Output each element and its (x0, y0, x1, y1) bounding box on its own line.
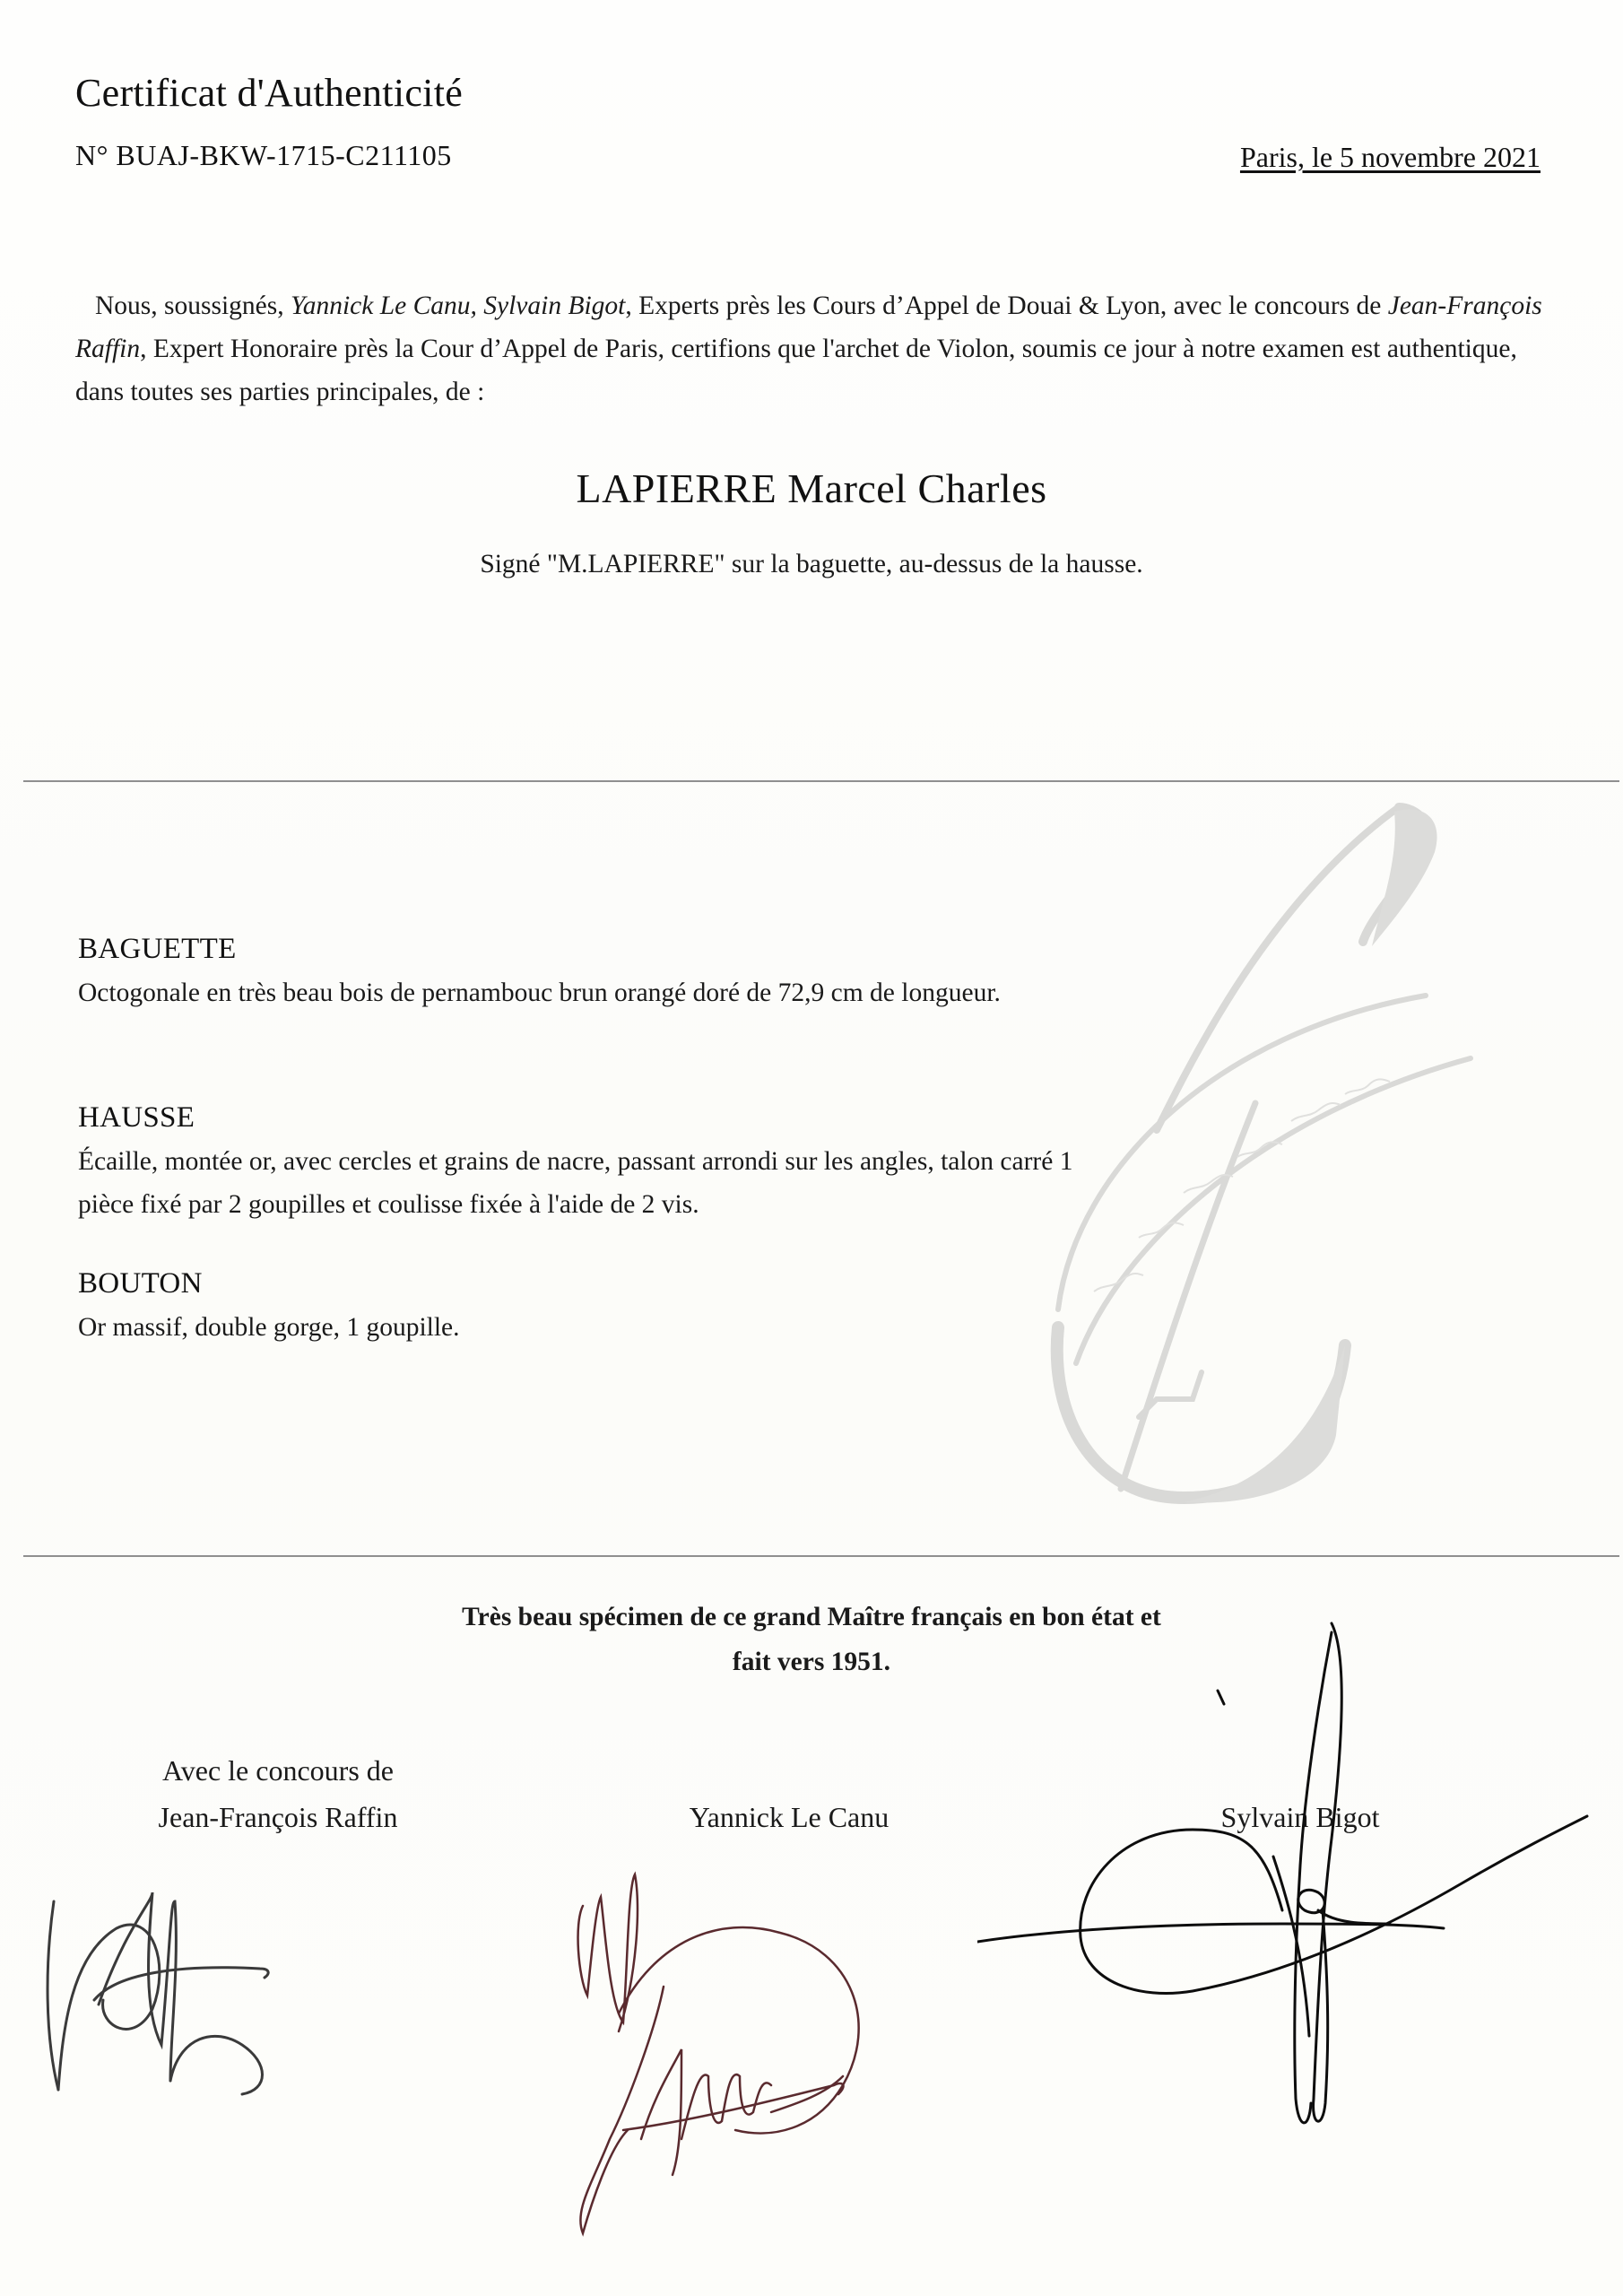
quill-scroll-watermark-icon (1040, 789, 1578, 1534)
intro-text-part2: , Experts près les Cours d’Appel de Douai & Lyon, avec le concours de (625, 291, 1388, 320)
signature-raffin (36, 1892, 448, 2099)
signatory-raffin-name: Jean-François Raffin (158, 1801, 398, 1833)
signature-lecanu (556, 1870, 1058, 2247)
section-heading: HAUSSE (78, 1101, 195, 1134)
intro-paragraph (75, 284, 1555, 413)
place-and-date: Paris, le 5 novembre 2021 (1239, 141, 1541, 173)
section-bouton (78, 1267, 1091, 1349)
section-divider-bottom (23, 1555, 1619, 1557)
certificate-title: Certificat d'Authenticité (75, 71, 464, 115)
section-hausse (78, 1101, 1091, 1226)
section-heading: BOUTON (78, 1267, 203, 1300)
honorary-expert-name: Jean-François Raffin (75, 291, 1542, 363)
intro-text-part3: , Expert Honoraire près la Cour d’Appel de Paris, certifions que l'archet de Violon, soumis ce jour à notre examen est authentique, dans toutes ses parties principales, de : (75, 335, 1517, 406)
section-divider-top (23, 780, 1619, 782)
conclusion-line-2: fait vers 1951. (732, 1648, 891, 1676)
signatory-bigot-name: Sylvain Bigot (1220, 1801, 1380, 1833)
signatory-raffin-prefix: Avec le concours de (162, 1754, 394, 1787)
signatory-raffin-label (126, 1747, 430, 1840)
section-baguette (78, 933, 1091, 1014)
signatory-lecanu-name: Yannick Le Canu (689, 1801, 890, 1833)
intro-text-part1: Nous, soussignés, (95, 291, 291, 320)
section-text: Or massif, double gorge, 1 goupille. (78, 1313, 460, 1342)
section-text: Écaille, montée or, avec cercles et grains de nacre, passant arrondi sur les angles, talon carré 1 pièce fixé par 2 goupilles et coulisse fixée à l'aide de 2 vis. (78, 1147, 1073, 1219)
maker-name: LAPIERRE Marcel Charles (576, 465, 1047, 511)
section-heading: BAGUETTE (78, 933, 237, 965)
signature-bigot (977, 1614, 1623, 2170)
section-text: Octogonale en très beau bois de pernambouc brun orangé doré de 72,9 cm de longueur. (78, 978, 1001, 1007)
conclusion-statement (0, 1595, 1623, 1684)
maker-signature-note: Signé "M.LAPIERRE" sur la baguette, au-dessus de la hausse. (480, 550, 1143, 578)
reference-number: N° BUAJ-BKW-1715-C211105 (75, 139, 452, 171)
conclusion-line-1: Très beau spécimen de ce grand Maître français en bon état et (462, 1603, 1161, 1631)
experts-names: Yannick Le Canu, Sylvain Bigot (291, 291, 626, 320)
